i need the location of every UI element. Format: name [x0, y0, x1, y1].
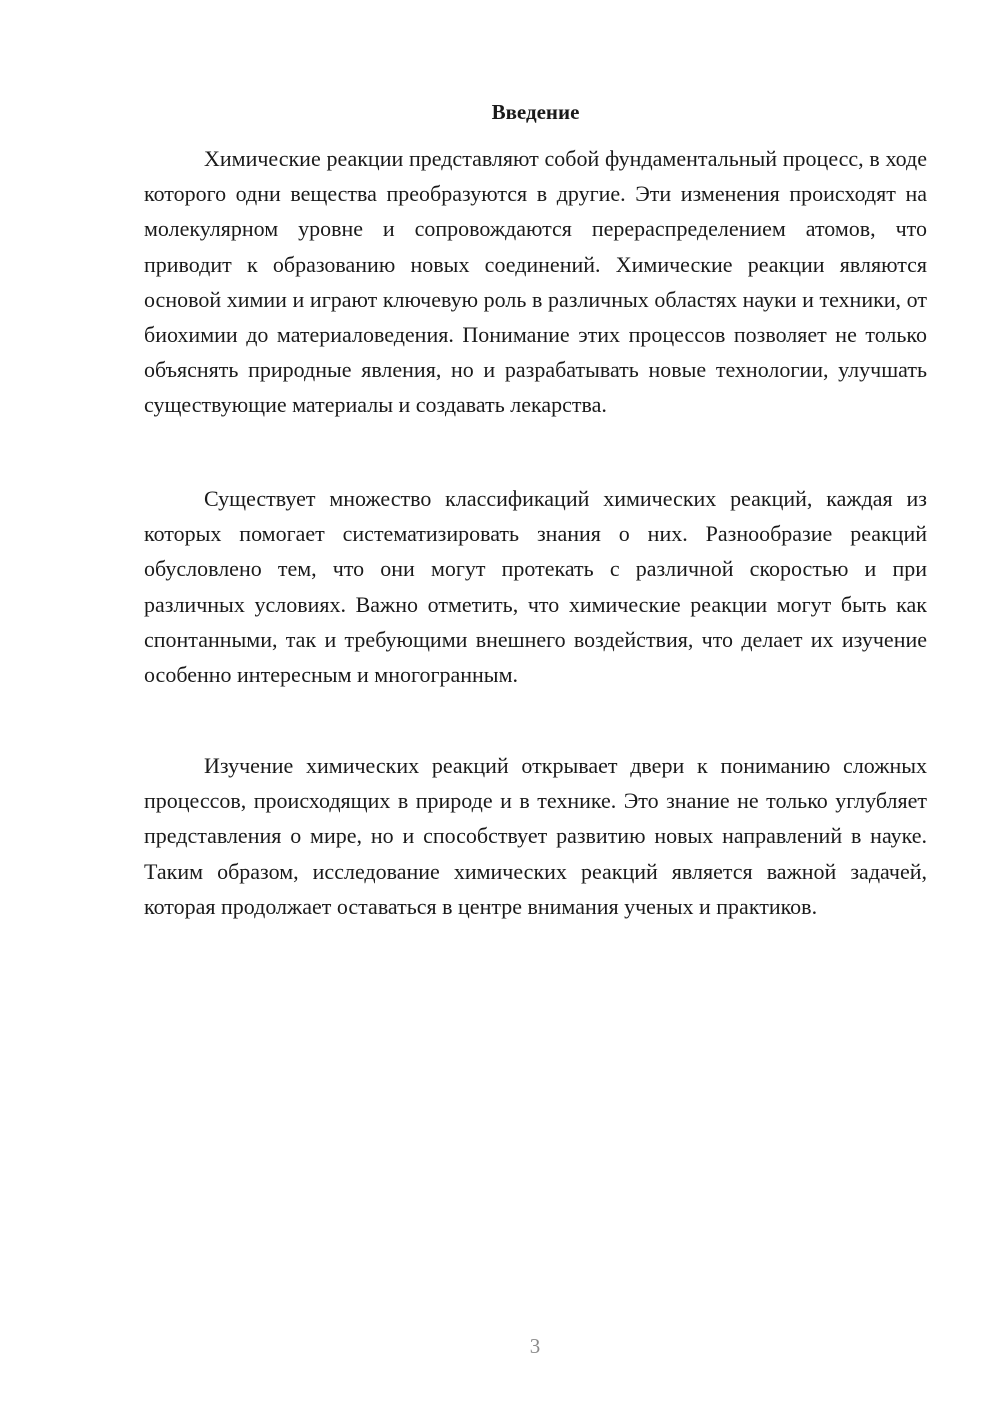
- paragraph-3: Изучение химических реакций открывает двери к пониманию сложных процессов, происходящих в природе и в технике. Это знание не только углубляет представления о мире, но и способствует развитию новых направлений в науке. Таким образом, исследование химических реакций является важной задачей, которая продолжает оставаться в центре внимания ученых и практиков.: [144, 753, 927, 919]
- paragraph-1: Химические реакции представляют собой фундаментальный процесс, в ходе которого одни вещества преобразуются в другие. Эти изменения происходят на молекулярном уровне и сопровождаются перераспределением атомов, что приводит к образованию новых соединений. Химические реакции являются основой химии и играют ключевую роль в различных областях науки и техники, от биохимии до материаловедения. Понимание этих процессов позволяет не только объяснять природные явления, но и разрабатывать новые технологии, улучшать существующие материалы и создавать лекарства.: [144, 146, 927, 418]
- paragraph-2: Существует множество классификаций химических реакций, каждая из которых помогает систематизировать знания о них. Разнообразие реакций обусловлено тем, что они могут протекать с различной скоростью и при различных условиях. Важно отметить, что химические реакции могут быть как спонтанными, так и требующими внешнего воздействия, что делает их изучение особенно интересным и многогранным.: [144, 486, 927, 688]
- page-number: 3: [529, 1334, 541, 1358]
- section-heading: Введение: [491, 100, 580, 124]
